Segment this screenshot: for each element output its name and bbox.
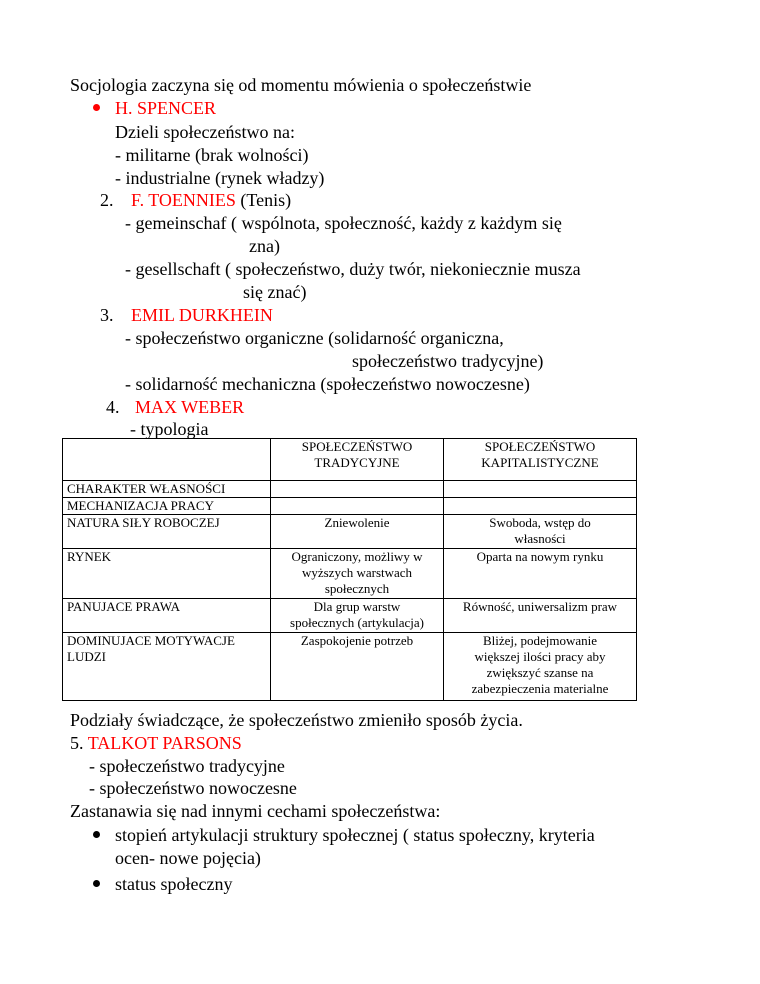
table-cell: [444, 515, 637, 549]
table-header-cell: [444, 439, 637, 481]
cell-line: PANUJACE PRAWA: [67, 599, 180, 614]
durkhein-number: 3.: [100, 305, 114, 325]
cell-line: NATURA SIŁY ROBOCZEJ: [67, 515, 220, 530]
table-cell: [271, 633, 444, 701]
table-body: [63, 481, 637, 701]
header-line: TRADYCYJNE: [314, 455, 400, 470]
cell-line: RYNEK: [67, 549, 112, 564]
features-intro: Zastanawia się nad innymi cechami społeczeństwa:: [70, 801, 441, 821]
cell-line: Zniewolenie: [324, 515, 390, 530]
toennies-line: - gemeinschaf ( wspólnota, społeczność, każdy z każdym się: [125, 213, 562, 233]
cell-line: wyższych warstwach: [301, 565, 413, 580]
cell-line: MECHANIZACJA PRACY: [67, 498, 214, 513]
spencer-heading: H. SPENCER: [115, 98, 217, 118]
cell-line: CHARAKTER WŁASNOŚCI: [67, 481, 226, 496]
parsons-line: - społeczeństwo tradycyjne: [89, 756, 285, 776]
cell-line: większej ilości pracy aby: [474, 649, 606, 664]
header-line: SPOŁECZEŃSTWO: [484, 439, 596, 454]
feature-line: ocen- nowe pojęcia): [115, 848, 261, 868]
cell-line: Oparta na nowym rynku: [476, 549, 604, 564]
cell-line: LUDZI: [67, 649, 106, 664]
table-row: [63, 481, 637, 498]
durkhein-heading: EMIL DURKHEIN: [131, 305, 273, 325]
feature-line: stopień artykulacji struktury społecznej ( status społeczny, kryteria: [115, 825, 595, 845]
toennies-heading: [131, 189, 291, 211]
table-row-label: [63, 633, 271, 701]
table-cell: [271, 599, 444, 633]
weber-heading: MAX WEBER: [135, 397, 245, 417]
spencer-line: - industrialne (rynek władzy): [115, 168, 325, 188]
table-row: [63, 549, 637, 599]
table-row: [63, 599, 637, 633]
table-cell: [271, 549, 444, 599]
cell-line: zabezpieczenia materialne: [471, 681, 609, 696]
cell-line: społecznych (artykulacja): [290, 615, 424, 630]
cell-line: Ograniczony, możliwy w: [291, 549, 423, 564]
spencer-line: - militarne (brak wolności): [115, 145, 309, 165]
spencer-line: Dzieli społeczeństwo na:: [115, 122, 295, 142]
table-cell: [444, 599, 637, 633]
table-cell: [444, 498, 637, 515]
black-bullet-icon: [93, 831, 100, 838]
typology-table: [62, 438, 637, 701]
cell-line: Bliżej, podejmowanie: [482, 633, 598, 648]
black-bullet-icon: [93, 880, 100, 887]
parsons-name: TALKOT PARSONS: [87, 733, 242, 753]
parsons-number: 5.: [70, 733, 84, 753]
table-row: [63, 498, 637, 515]
durkhein-line: społeczeństwo tradycyjne): [352, 351, 544, 371]
header-line: SPOŁECZEŃSTWO: [301, 439, 413, 454]
cell-line: Dla grup warstw: [313, 599, 401, 614]
weber-number: 4.: [106, 397, 120, 417]
toennies-name: F. TOENNIES: [131, 190, 236, 210]
cell-line: własności: [514, 531, 566, 546]
cell-line: zwiększyć szanse na: [486, 665, 594, 680]
table-cell: [271, 515, 444, 549]
cell-line: DOMINUJACE MOTYWACJE: [67, 633, 235, 648]
feature-line: status społeczny: [115, 874, 233, 894]
cell-line: Równość, uniwersalizm praw: [462, 599, 618, 614]
table-cell: [271, 481, 444, 498]
table-header-cell: [271, 439, 444, 481]
parsons-line: - społeczeństwo nowoczesne: [89, 778, 297, 798]
table-row: [63, 633, 637, 701]
after-table-line: Podziały świadczące, że społeczeństwo zmieniło sposób życia.: [70, 710, 523, 730]
table-cell: [271, 498, 444, 515]
table-row-label: [63, 549, 271, 599]
toennies-suffix: (Tenis): [235, 190, 292, 210]
table-row: [63, 515, 637, 549]
toennies-line: zna): [249, 236, 280, 256]
table-cell: [444, 549, 637, 599]
parsons-heading: [70, 732, 242, 754]
cell-line: Swoboda, wstęp do: [489, 515, 591, 530]
toennies-line: - gesellschaft ( społeczeństwo, duży twór, niekoniecznie musza: [125, 259, 581, 279]
table-row-label: [63, 599, 271, 633]
table-header-row: [63, 439, 637, 481]
weber-line: - typologia: [130, 419, 209, 439]
table-cell: [444, 633, 637, 701]
table-row-label: [63, 498, 271, 515]
cell-line: Zaspokojenie potrzeb: [300, 633, 414, 648]
table-row-label: [63, 481, 271, 498]
toennies-line: się znać): [243, 282, 307, 302]
red-bullet-icon: [93, 104, 100, 111]
table-header-cell: [63, 439, 271, 481]
toennies-number: 2.: [100, 190, 114, 210]
durkhein-line: - solidarność mechaniczna (społeczeństwo nowoczesne): [125, 374, 530, 394]
table-row-label: [63, 515, 271, 549]
intro-line: Socjologia zaczyna się od momentu mówienia o społeczeństwie: [70, 75, 532, 95]
durkhein-line: - społeczeństwo organiczne (solidarność organiczna,: [125, 328, 504, 348]
cell-line: społecznych: [324, 581, 390, 596]
table-cell: [444, 481, 637, 498]
header-line: KAPITALISTYCZNE: [481, 455, 599, 470]
